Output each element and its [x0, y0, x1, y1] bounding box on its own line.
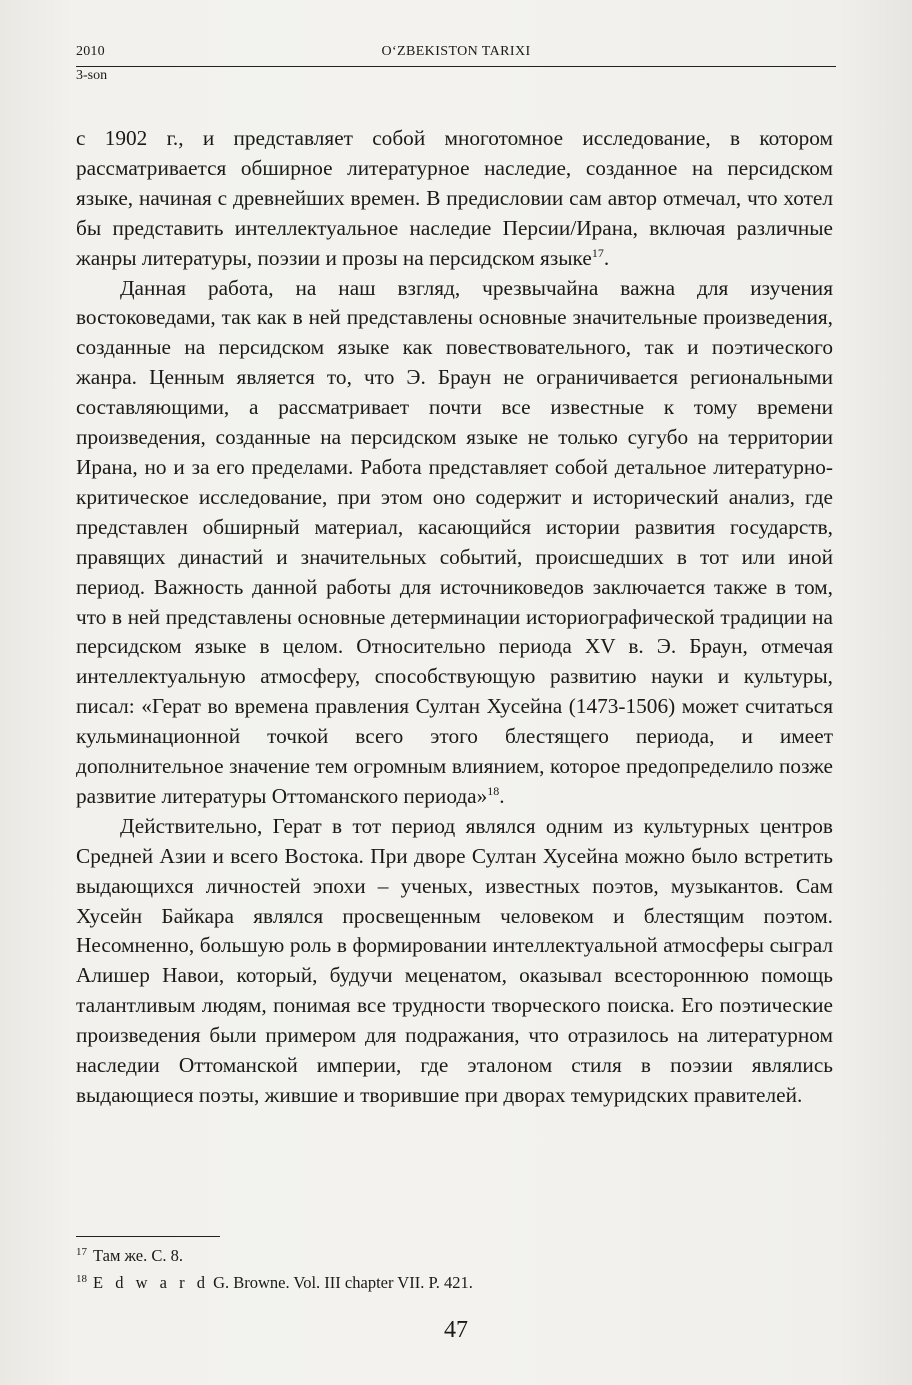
footnote-text: Там же. С. 8. — [93, 1246, 183, 1265]
paragraph-1-text: с 1902 г., и представляет собой многотомное исследование, в котором рассматривается обширное литературное наследие, созданное на персидском языке, начиная с древнейших времен. В предисловии сам автор отмечал, что хотел бы представить интеллектуальное наследие Персии/Ирана, включая различные жанры литературы, поэзии и прозы на персидском языке — [76, 126, 833, 270]
footnote-number: 18 — [76, 1272, 87, 1285]
page-number: 47 — [444, 1317, 468, 1343]
footnote-author: E d w a r d — [93, 1273, 209, 1292]
header-rule — [76, 66, 836, 67]
article-body — [76, 124, 833, 1111]
paragraph-3 — [76, 812, 833, 1111]
paragraph-2-text: Данная работа, на наш взгляд, чрезвычайна важна для изучения востоковедами, так как в ней представлены основные значительные произведения, созданные на персидском языке как повествовательного, так и поэтического жанра. Ценным является то, что Э. Браун не ограничивается региональными составляющими, а рассматривает почти все известные к тому времени произведения, созданные на персидском языке не только сугубо на территории Ирана, но и за его пределами. Работа представляет собой детальное литературно-критическое исследование, при этом оно содержит и исторический анализ, где представлен обширный материал, касающийся истории развития государств, правящих династий и значительных событий, происшедших в тот или иной период. Важность данной работы для источниковедов заключается также в том, что в ней представлены основные детерминации историографической традиции на персидском языке в целом. Относительно периода XV в. Э. Браун, отмечая интеллектуальную атмосферу, способствующую развитию науки и культуры, писал: «Герат во времена правления Султан Хусейна (1473-1506) может считаться кульминационной точкой всего этого блестящего периода, и имеет дополнительное значение тем огромным влиянием, которое предопределило позже развитие литературы Оттоманского периода» — [76, 275, 833, 808]
header-year: 2010 — [76, 44, 105, 59]
footnote-number: 17 — [76, 1245, 87, 1258]
paragraph-1-end: . — [603, 245, 610, 270]
paragraph-1 — [76, 124, 833, 274]
paragraph-2-end: . — [499, 783, 505, 808]
header-journal-title: O‘ZBEKISTON TARIXI — [381, 44, 531, 59]
paragraph-2 — [76, 274, 833, 812]
paragraph-3-text: Действительно, Герат в тот период являлся одним из культурных центров Средней Азии и всего Востока. При дворе Султан Хусейна можно было встретить выдающихся личностей эпохи – ученых, известных поэтов, музыкантов. Сам Хусейн Байкара являлся просвещенным человеком и блестящим поэтом. Несомненно, большую роль в формировании интеллектуальной атмосферы сыграл Алишер Навои, который, будучи меценатом, оказывал всестороннюю помощь талантливым людям, понимая все трудности творческого поиска. Его поэтические произведения были примером для подражания, что отразилось на литературном наследии Оттоманской империи, где эталоном стиля в поэзии являлись выдающиеся поэты, жившие и творившие при дворах темуридских правителей. — [76, 813, 833, 1107]
footnotes — [76, 1242, 833, 1296]
header-issue: 3-son — [76, 68, 108, 83]
running-header — [76, 44, 836, 68]
footnote-18 — [76, 1269, 833, 1296]
footnote-ref-18: 18 — [487, 783, 500, 798]
footnote-text: G. Browne. Vol. III chapter VII. P. 421. — [208, 1273, 473, 1292]
footnote-rule — [76, 1236, 220, 1237]
footnote-17 — [76, 1242, 833, 1269]
footnote-ref-17: 17 — [591, 245, 604, 260]
